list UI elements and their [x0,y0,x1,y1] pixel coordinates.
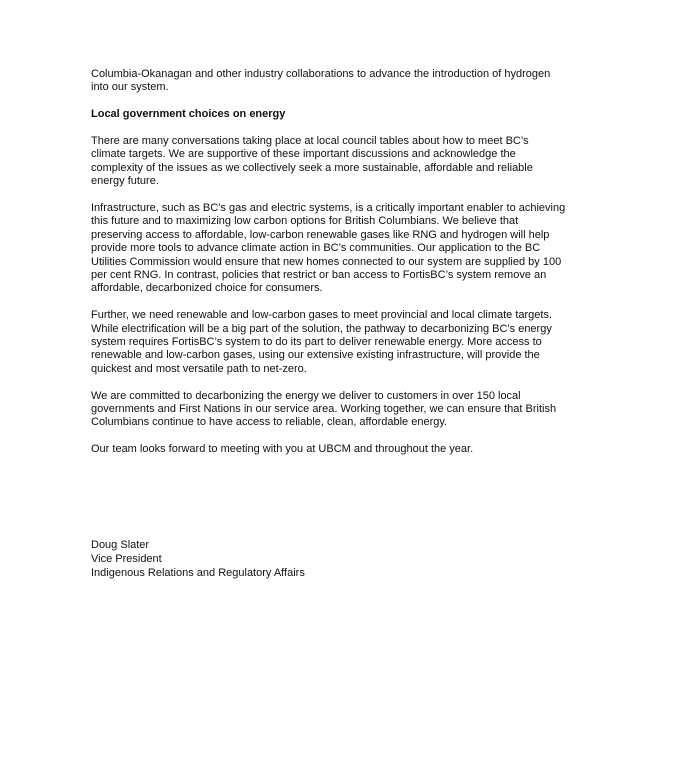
paragraph-1: There are many conversations taking place at local council tables about how to meet BC’s climate targets. We are supportive of these important discussions and acknowledge the complexity of the issues as we collectively seek a more sustainable, affordable and reliable energy future. [91,135,533,188]
paragraph-4: We are committed to decarbonizing the energy we deliver to customers in over 150 local governments and First Nations in our service area. Working together, we can ensure that British Columbians continue to have access to reliable, clean, affordable energy. [91,389,557,429]
signatory-department: Indigenous Relations and Regulatory Affairs [91,567,305,579]
signatory-title: Vice President [91,553,162,565]
paragraph-3: Further, we need renewable and low-carbon gases to meet provincial and local climate targets. While electrification will be a big part of the solution, the pathway to decarbonizing BC’s energy system requires FortisBC’s system to do its part to deliver renewable energy. More access to renewable and low-carbon gases, using our extensive existing infrastructure, will provide the quickest and most versatile path to net-zero. [91,309,553,375]
spacer [91,430,591,443]
spacer [91,122,591,135]
spacer [91,376,591,389]
spacer [91,296,591,309]
letter-body [91,68,591,457]
intro-continuation: Columbia-Okanagan and other industry collaborations to advance the introduction of hydrogen into our system. [91,68,551,94]
signature-block [91,538,305,580]
signatory-name: Doug Slater [91,539,150,551]
spacer [91,95,591,108]
section-heading: Local government choices on energy [91,108,286,121]
spacer [91,189,591,202]
paragraph-2: Infrastructure, such as BC’s gas and electric systems, is a critically important enabler to achieving this future and to maximizing low carbon options for British Columbians. We believe that preserving access to affordable, low-carbon renewable gases like RNG and hydrogen will help provide more tools to advance climate action in BC’s communities. Our application to the BC Utilities Commission would ensure that new homes connected to our system are supplied by 100 per cent RNG. In contrast, policies that restrict or ban access to FortisBC’s system remove an affordable, decarbonized choice for consumers. [91,202,566,295]
paragraph-5: Our team looks forward to meeting with you at UBCM and throughout the year. [91,443,474,456]
